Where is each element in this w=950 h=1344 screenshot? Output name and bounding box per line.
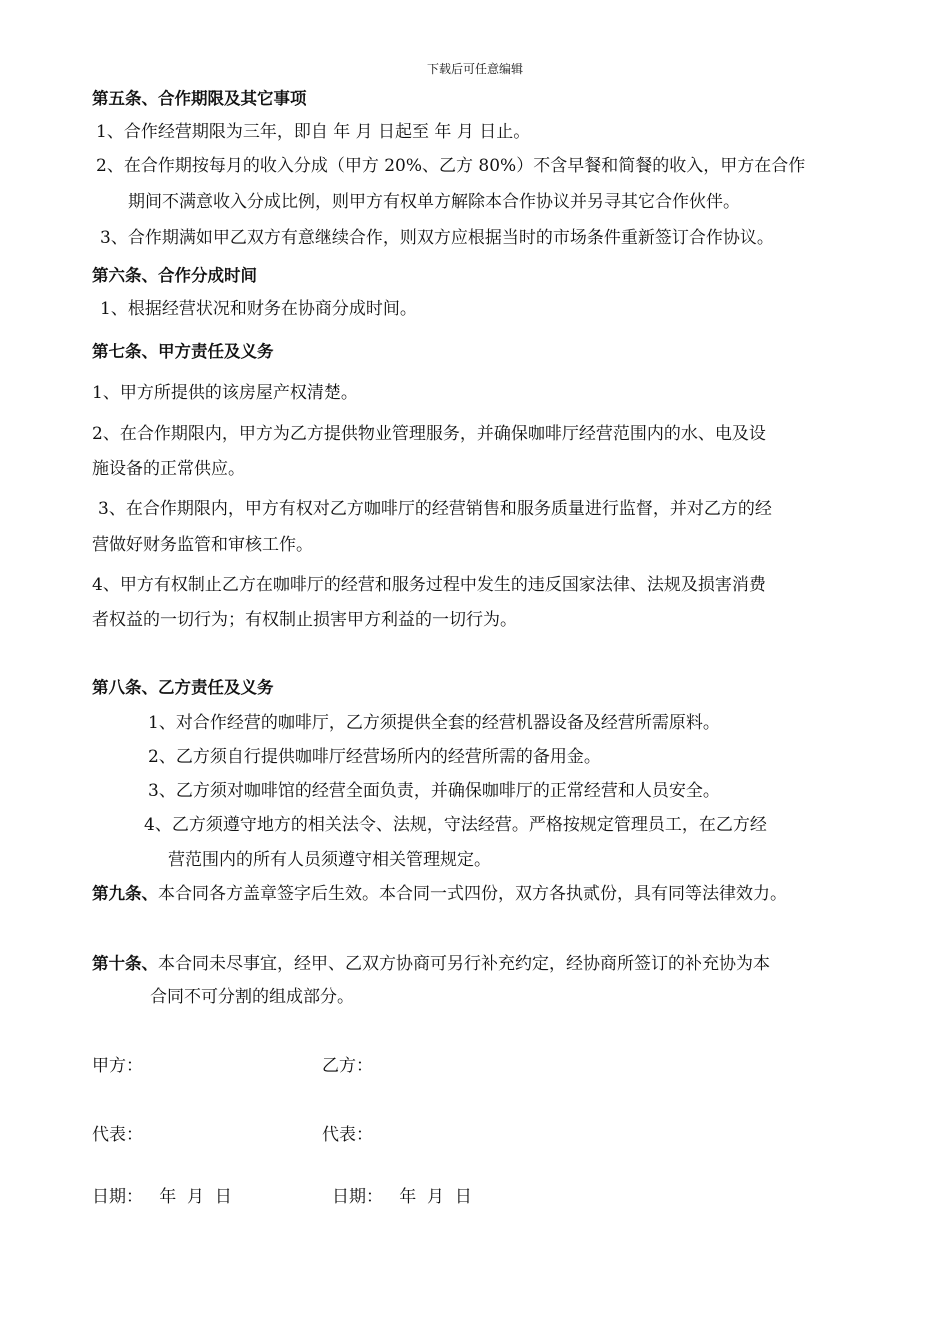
article-10-text-1: 本合同未尽事宜，经甲、乙双方协商可另行补充约定，经协商所签订的补充协为本 xyxy=(158,954,770,974)
page-header: 下载后可任意编辑 xyxy=(426,62,523,76)
article-8-item-3: 3、乙方须对咖啡馆的经营全面负责，并确保咖啡厅的正常经营和人员安全。 xyxy=(148,781,720,801)
article-7-item-3-line-2: 营做好财务监管和审核工作。 xyxy=(92,535,313,555)
article-8-item-4-line-1: 4、乙方须遵守地方的相关法令、法规，守法经营。严格按规定管理员工，在乙方经 xyxy=(144,815,767,835)
article-7-item-3-line-1: 3、在合作期限内，甲方有权对乙方咖啡厅的经营销售和服务质量进行监督，并对乙方的经 xyxy=(98,499,772,519)
article-7-item-2-line-1: 2、在合作期限内，甲方为乙方提供物业管理服务，并确保咖啡厅经营范围内的水、电及设 xyxy=(92,424,766,444)
article-9-title: 第九条、 xyxy=(92,884,158,903)
article-10-line-1 xyxy=(92,953,770,975)
party-b-representative-label: 代表： xyxy=(322,1125,373,1145)
article-8-item-1: 1、对合作经营的咖啡厅，乙方须提供全套的经营机器设备及经营所需原料。 xyxy=(148,713,720,733)
party-b-date: 日期： 年 月 日 xyxy=(332,1187,472,1207)
article-10-line-2: 合同不可分割的组成部分。 xyxy=(150,987,354,1007)
article-5-title: 第五条、合作期限及其它事项 xyxy=(92,89,307,108)
article-8-item-4-line-2: 营范围内的所有人员须遵守相关管理规定。 xyxy=(168,850,491,870)
article-7-title: 第七条、甲方责任及义务 xyxy=(92,342,274,361)
article-5-item-1: 1、合作经营期限为三年，即自 年 月 日起至 年 月 日止。 xyxy=(96,122,531,142)
article-6-item-1: 1、根据经营状况和财务在协商分成时间。 xyxy=(100,299,417,319)
article-8-item-2: 2、乙方须自行提供咖啡厅经营场所内的经营所需的备用金。 xyxy=(148,747,601,767)
article-5-item-2-line-2: 期间不满意收入分成比例，则甲方有权单方解除本合作协议并另寻其它合作伙伴。 xyxy=(128,192,740,212)
article-7-item-4-line-2: 者权益的一切行为；有权制止损害甲方利益的一切行为。 xyxy=(92,610,517,630)
article-6-title: 第六条、合作分成时间 xyxy=(92,266,257,285)
article-8-title: 第八条、乙方责任及义务 xyxy=(92,678,274,697)
party-b-label: 乙方： xyxy=(322,1056,373,1076)
article-10-title: 第十条、 xyxy=(92,954,158,973)
article-7-item-4-line-1: 4、甲方有权制止乙方在咖啡厅的经营和服务过程中发生的违反国家法律、法规及损害消费 xyxy=(92,575,766,595)
article-5-item-2-line-1: 2、在合作期按每月的收入分成（甲方 20%、乙方 80%）不含早餐和简餐的收入，甲方在合作 xyxy=(96,156,806,176)
article-9 xyxy=(92,883,787,905)
party-a-label: 甲方： xyxy=(92,1056,143,1076)
party-a-representative-label: 代表： xyxy=(92,1125,143,1145)
article-9-text: 本合同各方盖章签字后生效。本合同一式四份，双方各执贰份，具有同等法律效力。 xyxy=(158,884,787,904)
article-7-item-1: 1、甲方所提供的该房屋产权清楚。 xyxy=(92,383,358,403)
article-7-item-2-line-2: 施设备的正常供应。 xyxy=(92,459,245,479)
party-a-date: 日期： 年 月 日 xyxy=(92,1187,232,1207)
article-5-item-3: 3、合作期满如甲乙双方有意继续合作，则双方应根据当时的市场条件重新签订合作协议。 xyxy=(100,228,774,248)
